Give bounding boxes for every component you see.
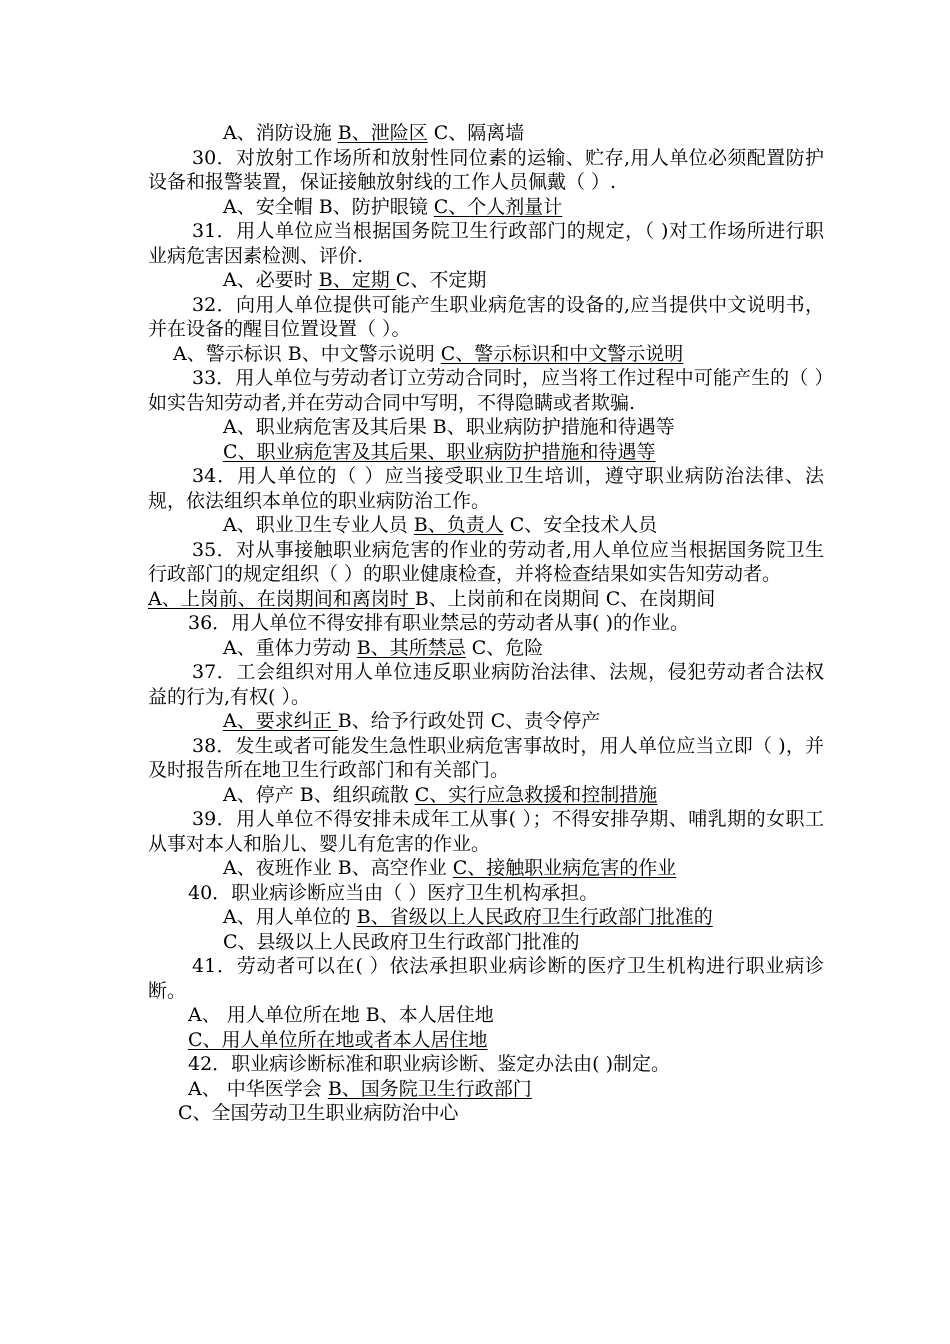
answer-options <box>148 195 824 220</box>
answer-options <box>148 1101 824 1126</box>
answer-options <box>148 342 824 367</box>
text-run: 36．用人单位不得安排有职业禁忌的劳动者从事( )的作业。 <box>188 612 690 634</box>
answer-options <box>148 709 824 734</box>
correct-answer: B、负责人 <box>413 514 504 536</box>
question-text <box>148 219 824 268</box>
text-run: B、给予行政处罚 C、责令停产 <box>337 710 601 732</box>
text-run: A、 用人单位所在地 B、本人居住地 <box>188 1004 494 1026</box>
answer-options <box>148 930 824 955</box>
text-run: 38．发生或者可能发生急性职业病危害事故时，用人单位应当立即（ )，并及时报告所在地卫生行政部门和有关部门。 <box>148 734 824 781</box>
text-run: A、停产 B、组织疏散 <box>223 783 415 806</box>
correct-answer: C、警示标识和中文警示说明 <box>440 342 684 365</box>
text-run: 32．向用人单位提供可能产生职业病危害的设备的,应当提供中文说明书，并在设备的醒目位置设置（ ）。 <box>148 293 824 340</box>
correct-answer: B、省级以上人民政府卫生行政部门批准的 <box>356 906 713 928</box>
text-run: A、警示标识 B、中文警示说明 <box>173 342 441 365</box>
answer-options <box>148 636 824 661</box>
correct-answer: C、接触职业病危害的作业 <box>452 857 677 879</box>
text-run: 31．用人单位应当根据国务院卫生行政部门的规定，（ )对工作场所进行职业病危害因素检测、评价. <box>148 220 824 267</box>
answer-options <box>148 268 824 293</box>
text-run: A、夜班作业 B、高空作业 <box>223 857 453 879</box>
correct-answer: B、定期 <box>318 269 396 291</box>
answer-options <box>148 121 824 146</box>
correct-answer: C、职业病危害及其后果、职业病防护措施和待遇等 <box>223 440 656 463</box>
question-text <box>148 293 824 342</box>
correct-answer: B、其所禁忌 <box>356 636 466 659</box>
answer-options <box>148 1003 824 1028</box>
answer-options <box>148 513 824 538</box>
answer-options <box>148 905 824 930</box>
text-run: A、用人单位的 <box>223 906 357 928</box>
text-run: A、重体力劳动 <box>223 636 357 659</box>
text-run: 35．对从事接触职业病危害的作业的劳动者,用人单位应当根据国务院卫生行政部门的规定组织（ ）的职业健康检查，并将检查结果如实告知劳动者。 <box>148 538 824 585</box>
correct-answer: A、上岗前、在岗期间和离岗时 <box>148 587 415 610</box>
correct-answer: A、要求纠正 <box>223 710 338 732</box>
question-text <box>148 881 824 906</box>
question-text <box>148 464 824 513</box>
document-body <box>148 121 824 1126</box>
question-text <box>148 366 824 415</box>
text-run: C、危险 <box>465 636 544 659</box>
question-text <box>148 1052 824 1077</box>
text-run: B、上岗前和在岗期间 C、在岗期间 <box>414 587 716 610</box>
text-run: 34．用人单位的（ ）应当接受职业卫生培训，遵守职业病防治法律、法规，依法组织本单位的职业病防治工作。 <box>148 465 824 512</box>
text-run: 33．用人单位与劳动者订立劳动合同时，应当将工作过程中可能产生的（ ）如实告知劳动者,并在劳动合同中写明，不得隐瞒或者欺骗. <box>148 367 824 414</box>
text-run: C、不定期 <box>395 269 487 291</box>
answer-options <box>148 440 824 465</box>
text-run: 40．职业病诊断应当由（ ）医疗卫生机构承担。 <box>188 881 599 904</box>
text-run: A、 中华医学会 <box>188 1077 328 1100</box>
text-run: A、职业卫生专业人员 <box>223 514 414 536</box>
text-run: 39．用人单位不得安排未成年工从事( ）；不得安排孕期、哺乳期的女职工从事对本人和胎儿、婴儿有危害的作业。 <box>148 808 824 855</box>
answer-options <box>148 1077 824 1102</box>
text-run: C、县级以上人民政府卫生行政部门批准的 <box>223 930 580 953</box>
text-run: A、消防设施 <box>223 122 338 144</box>
question-text <box>148 734 824 783</box>
text-run: 41．劳动者可以在( ）依法承担职业病诊断的医疗卫生机构进行职业病诊断。 <box>148 955 824 1002</box>
text-run: 30．对放射工作场所和放射性同位素的运输、贮存,用人单位必须配置防护设备和报警装置，保证接触放射线的工作人员佩戴（ ）. <box>148 146 824 193</box>
question-text <box>148 660 824 709</box>
correct-answer: C、个人剂量计 <box>433 195 563 218</box>
text-run: A、职业病危害及其后果 B、职业病防护措施和待遇等 <box>223 416 675 438</box>
answer-options <box>148 1028 824 1053</box>
text-run: C、安全技术人员 <box>503 514 658 536</box>
correct-answer: B、国务院卫生行政部门 <box>327 1077 532 1100</box>
text-run: A、安全帽 B、防护眼镜 <box>223 195 434 218</box>
correct-answer: B、泄险区 <box>337 122 428 144</box>
text-run: C、隔离墙 <box>427 122 525 144</box>
text-run: A、必要时 <box>223 269 319 291</box>
question-text <box>148 611 824 636</box>
answer-options <box>148 415 824 440</box>
correct-answer: C、实行应急救援和控制措施 <box>414 783 658 806</box>
text-run: C、全国劳动卫生职业病防治中心 <box>178 1102 459 1124</box>
question-text <box>148 146 824 195</box>
answer-options <box>148 587 824 612</box>
question-text <box>148 954 824 1003</box>
text-run: 37．工会组织对用人单位违反职业病防治法律、法规，侵犯劳动者合法权益的行为,有权( ）。 <box>148 661 824 708</box>
text-run: 42．职业病诊断标准和职业病诊断、鉴定办法由( )制定。 <box>188 1053 671 1075</box>
question-text <box>148 807 824 856</box>
answer-options <box>148 856 824 881</box>
answer-options <box>148 783 824 808</box>
correct-answer: C、用人单位所在地或者本人居住地 <box>188 1028 488 1051</box>
question-text <box>148 538 824 587</box>
